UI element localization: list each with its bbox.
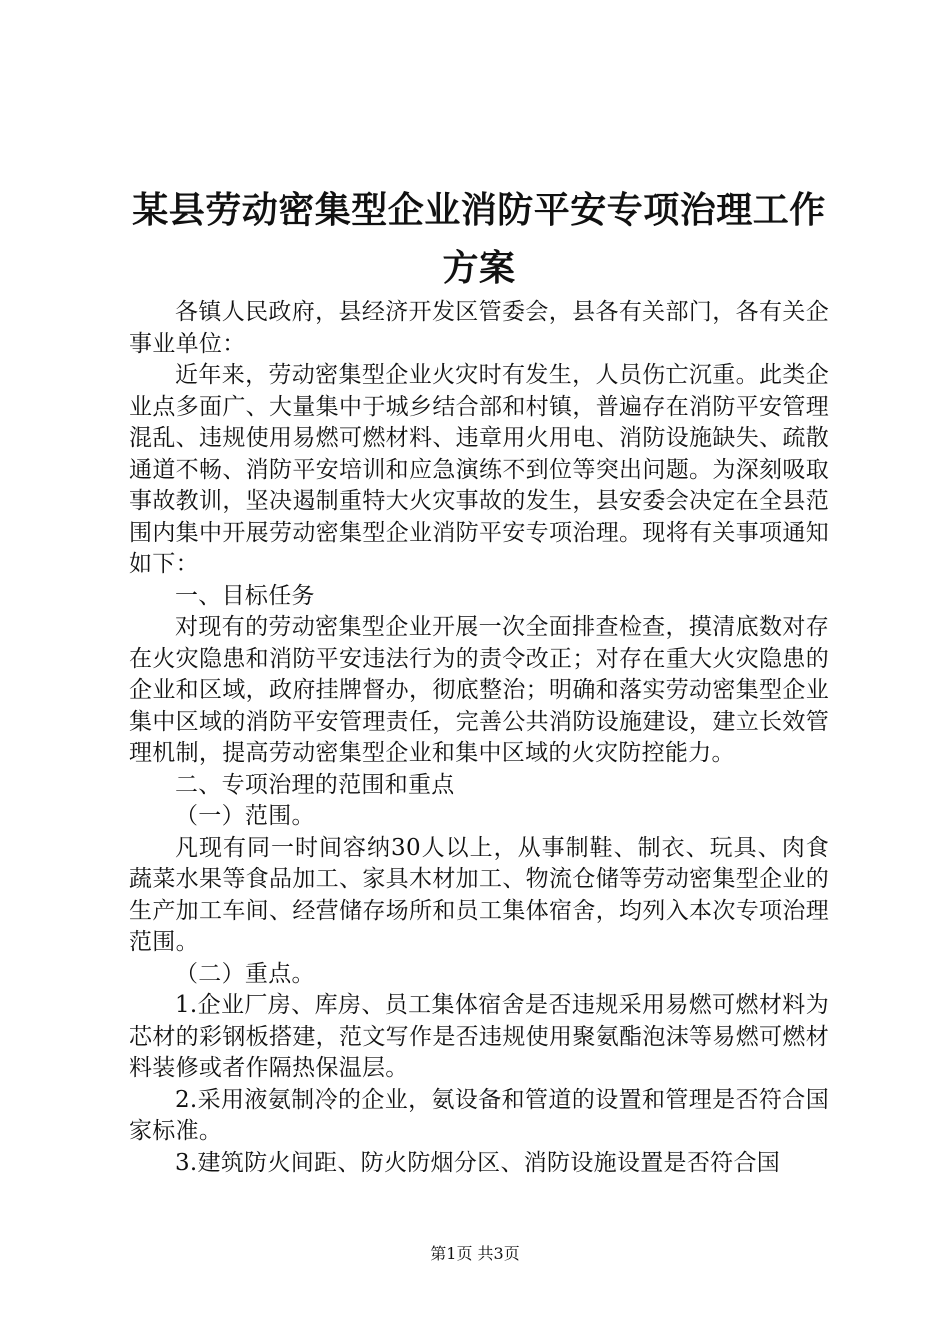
section-heading-scope: 二、专项治理的范围和重点 — [175, 771, 455, 798]
page-title: 某县劳动密集型企业消防平安专项治理工作方案 — [132, 190, 826, 289]
paragraph-scope: 凡现有同一时间容纳30人以上，从事制鞋、制衣、玩具、肉食蔬菜水果等食品加工、家具木材加工、物流仓储等劳动密集型企业的生产加工车间、经营储存场所和员工集体宿舍，均列入本次专项治理范围。 — [129, 834, 829, 955]
section-heading-goals: 一、目标任务 — [175, 582, 315, 609]
page-number-footer: 第1页 共3页 — [430, 1244, 520, 1263]
document-body — [129, 297, 829, 1179]
subheading-scope: （一）范围。 — [175, 803, 315, 829]
paragraph-salutation: 各镇人民政府，县经济开发区管委会，县各有关部门，各有关企事业单位： — [129, 299, 829, 357]
list-item-1: 1.企业厂房、库房、员工集体宿舍是否违规采用易燃可燃材料为芯材的彩钢板搭建，范文写作是否违规使用聚氨酯泡沫等易燃可燃材料装修或者作隔热保温层。 — [129, 992, 829, 1081]
paragraph-background: 近年来，劳动密集型企业火灾时有发生，人员伤亡沉重。此类企业点多面广、大量集中于城乡结合部和村镇，普遍存在消防平安管理混乱、违规使用易燃可燃材料、违章用火用电、消防设施缺失、疏散通道不畅、消防平安培训和应急演练不到位等突出问题。为深刻吸取事故教训，坚决遏制重特大火灾事故的发生，县安委会决定在全县范围内集中开展劳动密集型企业消防平安专项治理。现将有关事项通知如下： — [129, 362, 829, 577]
list-item-2: 2.采用液氨制冷的企业，氨设备和管道的设置和管理是否符合国家标准。 — [129, 1086, 829, 1144]
paragraph-goals: 对现有的劳动密集型企业开展一次全面排查检查，摸清底数对存在火灾隐患和消防平安违法行为的责令改正；对存在重大火灾隐患的企业和区域，政府挂牌督办，彻底整治；明确和落实劳动密集型企业集中区域的消防平安管理责任，完善公共消防设施建设，建立长效管理机制，提高劳动密集型企业和集中区域的火灾防控能力。 — [129, 614, 829, 766]
list-item-3: 3.建筑防火间距、防火防烟分区、消防设施设置是否符合国 — [175, 1149, 781, 1176]
subheading-focus: （二）重点。 — [175, 960, 315, 987]
